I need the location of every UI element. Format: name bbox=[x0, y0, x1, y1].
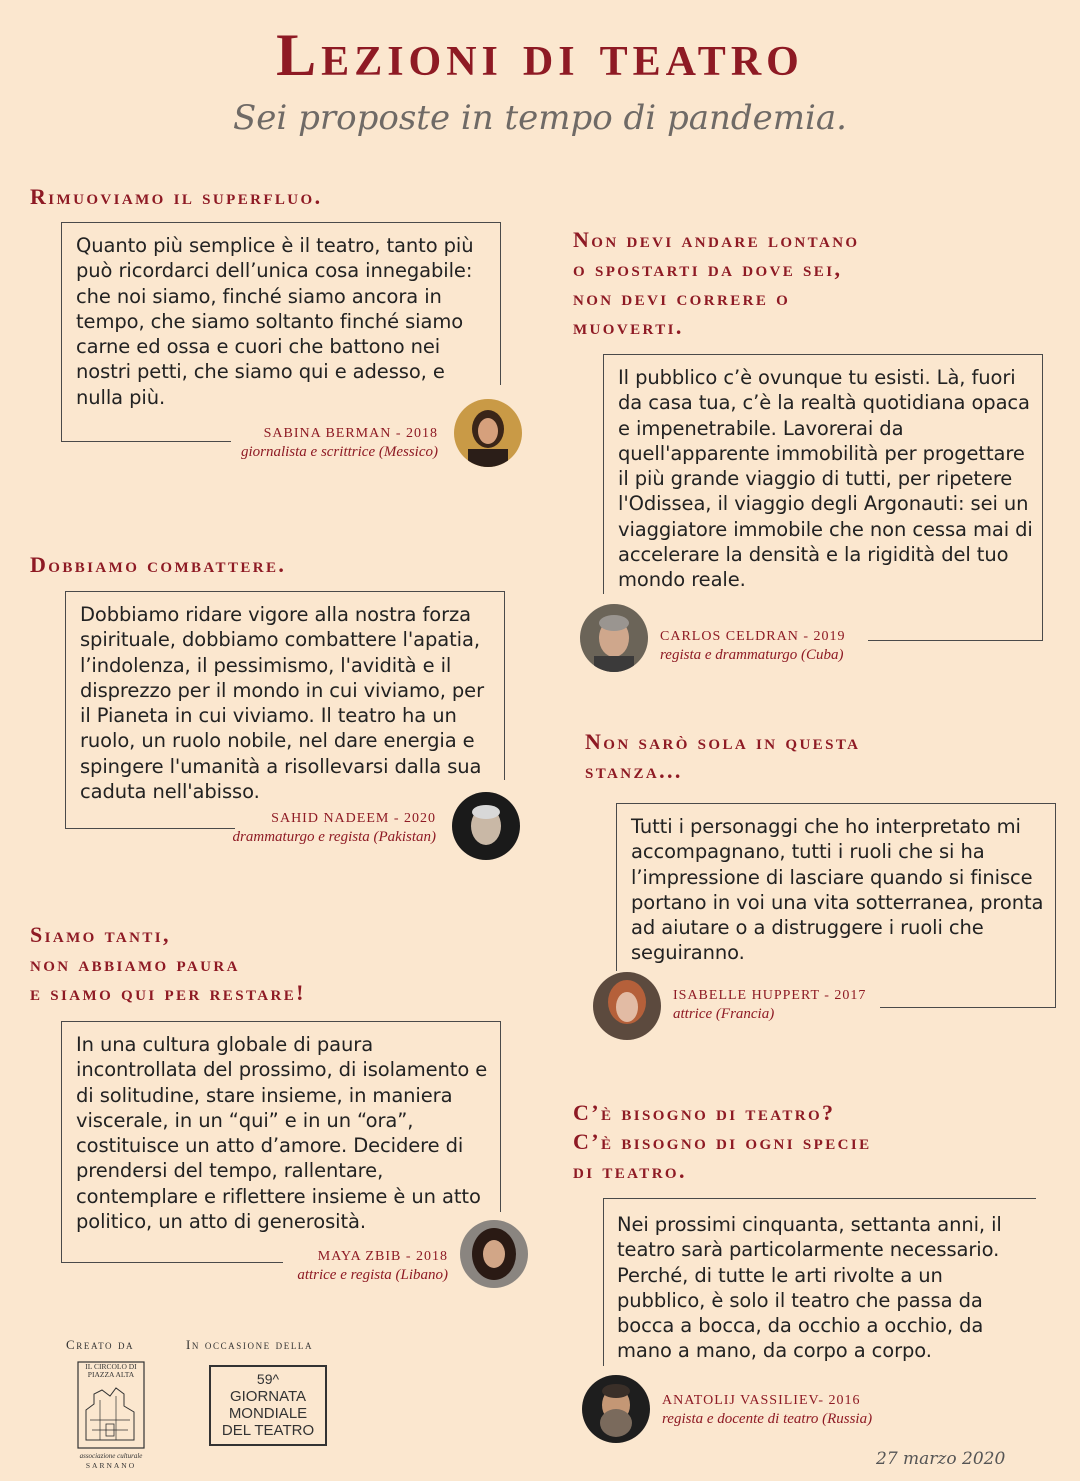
author-role: drammaturgo e regista (Pakistan) bbox=[232, 829, 436, 845]
author-name: ANATOLIJ VASSILIEV- 2016 bbox=[662, 1393, 861, 1408]
author-name: CARLOS CELDRAN - 2019 bbox=[660, 629, 846, 644]
section-heading: Non devi andare lontano o spostarti da dove sei, non devi correre o muoverti. bbox=[573, 227, 860, 339]
section-heading: C’è bisogno di teatro? C’è bisogno di ogni specie di teatro. bbox=[573, 1100, 872, 1183]
author-role: attrice e regista (Libano) bbox=[297, 1267, 448, 1283]
circolo-logo-sub2: SARNANO bbox=[85, 1461, 137, 1470]
section-heading: Rimuoviamo il superfluo. bbox=[30, 184, 323, 209]
giornata-badge: 59^ GIORNATA MONDIALE DEL TEATRO bbox=[209, 1365, 327, 1446]
author-avatar bbox=[593, 972, 661, 1040]
quote-author bbox=[190, 810, 436, 846]
quote-author bbox=[200, 425, 438, 461]
author-avatar bbox=[582, 1375, 650, 1443]
author-name: SAHID NADEEM - 2020 bbox=[271, 811, 436, 826]
quote-box-side bbox=[603, 354, 604, 594]
quote-text: Tutti i personaggi che ho interpretato mi accompagnano, tutti i ruoli che si ha l’impressione di lasciare quando si finisce portano in voi una vita sotterranea, pronta ad aiutare o a distruggere i ruoli che seguiranno. bbox=[631, 815, 1044, 965]
event-date: 27 marzo 2020 bbox=[876, 1449, 1006, 1469]
author-role: attrice (Francia) bbox=[673, 1006, 775, 1022]
quote-author bbox=[240, 1248, 448, 1284]
circolo-logo-sub1: associazione culturale bbox=[79, 1452, 143, 1460]
occasion-label: In occasione della bbox=[186, 1337, 314, 1352]
section-heading: Siamo tanti, non abbiamo paura e siamo qui per restare! bbox=[30, 922, 306, 1005]
author-name: ISABELLE HUPPERT - 2017 bbox=[673, 988, 867, 1003]
quote-author bbox=[673, 987, 913, 1023]
created-by-label: Creato da bbox=[66, 1337, 135, 1352]
author-avatar bbox=[454, 399, 522, 467]
author-name: SABINA BERMAN - 2018 bbox=[263, 426, 438, 441]
author-role: regista e docente di teatro (Russia) bbox=[662, 1411, 873, 1427]
quote-text: In una cultura globale di paura incontrollata del prossimo, di isolamento e di solitudine, stare insieme, in maniera viscerale, in un “qui” e in un “ora”, costituisce un atto d’amore. Decidere di prendersi del tempo, rallentare, contemplare e riflettere insieme è un atto politico, un atto di generosità. bbox=[76, 1033, 488, 1234]
section-heading: Dobbiamo combattere. bbox=[30, 552, 287, 577]
quote-box-side bbox=[616, 803, 617, 971]
circolo-logo-title: IL CIRCOLO DI PIAZZA ALTA bbox=[85, 1362, 137, 1379]
author-avatar bbox=[580, 604, 648, 672]
quote-text: Dobbiamo ridare vigore alla nostra forza spirituale, dobbiamo combattere l'apatia, l’indolenza, il pessimismo, l'avidità e il disprezzo per il mondo in cui viviamo, per il Pianeta in cui viviamo. Il teatro ha un ruolo, un ruolo nobile, nel dare energia e spingere l'umanità a risollevarsi dalla sua caduta nell'abisso. bbox=[80, 603, 484, 804]
quote-text: Il pubblico c’è ovunque tu esisti. Là, fuori da casa tua, c’è la realtà quotidiana opaca e impenetrabile. Lavorerai da quell'apparente immobilità per progettare il più grande viaggio di tutti, per ripetere l'Odissea, il viaggio degli Argonauti: sei un viaggiatore immobile che non cessa mai di accelerare la densità e la rigidità del tuo mondo reale. bbox=[618, 366, 1033, 592]
quote-box-side bbox=[603, 1198, 604, 1366]
author-role: regista e drammaturgo (Cuba) bbox=[660, 647, 844, 663]
author-role: giornalista e scrittrice (Messico) bbox=[240, 444, 438, 460]
quote-box-top bbox=[603, 1198, 1036, 1199]
page-subtitle: Sei proposte in tempo di pandemia. bbox=[233, 98, 847, 138]
quote-author bbox=[662, 1392, 922, 1428]
quote-text: Nei prossimi cinquanta, settanta anni, il teatro sarà particolarmente necessario. Perché, di tutte le arti rivolte a un pubblico, è solo il teatro che passa da bocca a bocca, da occhio a occhio, da mano a mano, da corpo a corpo. bbox=[617, 1213, 1002, 1363]
circolo-logo bbox=[76, 1360, 146, 1472]
section-heading: Non sarò sola in questa stanza... bbox=[585, 729, 861, 783]
page-title: Lezioni di teatro bbox=[276, 22, 804, 88]
quote-text: Quanto più semplice è il teatro, tanto più può ricordarci dell’unica cosa innegabile: che noi siamo, finché siamo ancora in tempo, che siamo soltanto finché siamo carne ed ossa e cuori che battono nei nostri petti, che siamo qui e adesso, e nulla più. bbox=[76, 234, 474, 409]
author-name: MAYA ZBIB - 2018 bbox=[317, 1249, 448, 1264]
author-avatar bbox=[460, 1220, 528, 1288]
author-avatar bbox=[452, 792, 520, 860]
quote-author bbox=[660, 628, 910, 664]
